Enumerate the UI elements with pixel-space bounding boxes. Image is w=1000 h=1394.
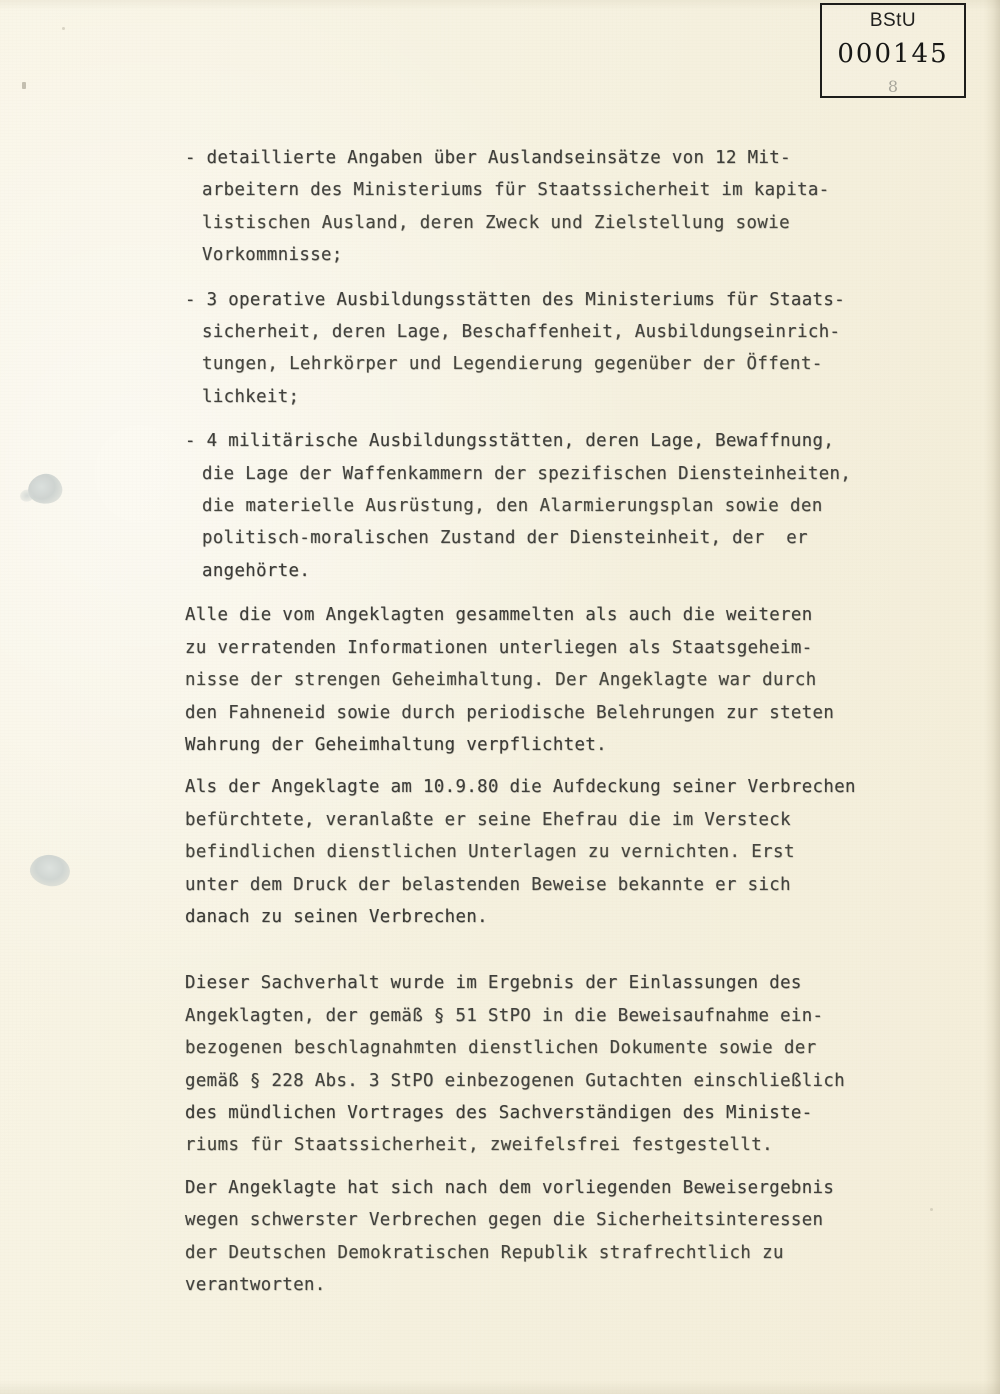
text-line: Vorkommnisse; — [202, 245, 343, 266]
text-line: verantworten. — [185, 1275, 326, 1295]
paper-stain-lower — [28, 852, 72, 888]
text-line: arbeitern des Ministeriums für Staatssicherheit im kapita- — [202, 180, 830, 201]
paragraph — [185, 1172, 975, 1302]
text-line: unter dem Druck der belastenden Beweise bekannte er sich — [185, 874, 791, 895]
archival-stamp-box — [820, 3, 966, 98]
text-line: riums für Staatssicherheit, zweifelsfrei festgestellt. — [185, 1135, 774, 1156]
text-line: politisch-moralischen Zustand der Diensteinheit, der er — [202, 528, 808, 549]
paper-stain-upper — [25, 470, 65, 507]
paper-speck — [62, 27, 65, 30]
document-body — [185, 142, 975, 1301]
text-line: Wahrung der Geheimhaltung verpflichtet. — [185, 734, 607, 755]
text-line: - detaillierte Angaben über Auslandseinsätze von 12 Mit- — [185, 148, 791, 168]
spacer — [185, 587, 975, 599]
text-line: die materielle Ausrüstung, den Alarmierungsplan sowie den — [202, 496, 823, 517]
text-line: zu verratenden Informationen unterliegen als Staatsgeheim- — [185, 637, 813, 658]
page-edge-bottom-shadow — [0, 1380, 1000, 1394]
paragraph — [185, 771, 975, 933]
stamp-page-number: 000145 — [837, 39, 949, 69]
spacer — [185, 933, 975, 967]
text-line: sicherheit, deren Lage, Beschaffenheit, Ausbildungseinrich- — [202, 322, 841, 343]
paper-speck — [22, 82, 26, 89]
bullet-item — [185, 284, 975, 414]
text-line: der Deutschen Demokratischen Republik strafrechtlich zu — [185, 1242, 784, 1263]
spacer — [185, 272, 975, 284]
stamp-organization: BStU — [869, 10, 917, 31]
text-line: befürchtete, veranlaßte er seine Ehefrau die im Versteck — [185, 809, 791, 830]
text-line: listischen Ausland, deren Zweck und Zielstellung sowie — [202, 212, 791, 233]
text-line: Angeklagten, der gemäß § 51 StPO in die Beweisaufnahme ein- — [185, 1005, 824, 1026]
paragraph — [185, 967, 975, 1161]
text-line: danach zu seinen Verbrechen. — [185, 906, 488, 927]
text-line: wegen schwerster Verbrechen gegen die Sicherheitsinteressen — [185, 1210, 824, 1231]
spacer — [185, 1162, 975, 1172]
text-line: - 4 militärische Ausbildungsstätten, deren Lage, Bewaffnung, — [185, 431, 835, 452]
text-line: des mündlichen Vortrages des Sachverständigen des Ministe- — [185, 1102, 813, 1123]
page-edge-right-shadow — [984, 0, 1000, 1394]
text-line: bezogenen beschlagnahmten dienstlichen Dokumente sowie der — [185, 1038, 817, 1059]
spacer — [185, 761, 975, 771]
bullet-item — [185, 142, 975, 272]
text-line: Dieser Sachverhalt wurde im Ergebnis der Einlassungen des — [185, 973, 802, 994]
text-line: Der Angeklagte hat sich nach dem vorliegenden Beweisergebnis — [185, 1177, 835, 1198]
text-line: befindlichen dienstlichen Unterlagen zu vernichten. Erst — [185, 842, 795, 863]
bullet-item — [185, 425, 975, 587]
text-line: Als der Angeklagte am 10.9.80 die Aufdeckung seiner Verbrechen — [185, 777, 856, 798]
text-line: den Fahneneid sowie durch periodische Belehrungen zur steten — [185, 702, 835, 723]
text-line: Alle die vom Angeklagten gesammelten als auch die weiteren — [185, 605, 813, 626]
text-line: lichkeit; — [202, 386, 300, 407]
text-line: nisse der strengen Geheimhaltung. Der Angeklagte war durch — [185, 670, 817, 691]
spacer — [185, 413, 975, 425]
text-line: die Lage der Waffenkammern der spezifischen Diensteinheiten, — [202, 463, 852, 484]
text-line: tungen, Lehrkörper und Legendierung gegenüber der Öffent- — [202, 354, 823, 375]
text-line: - 3 operative Ausbildungsstätten des Ministeriums für Staats- — [185, 289, 846, 310]
stamp-sub-number: 8 — [887, 77, 899, 96]
text-line: gemäß § 228 Abs. 3 StPO einbezogenen Gutachten einschließlich — [185, 1070, 846, 1091]
text-line: angehörte. — [202, 560, 311, 581]
paragraph — [185, 599, 975, 761]
